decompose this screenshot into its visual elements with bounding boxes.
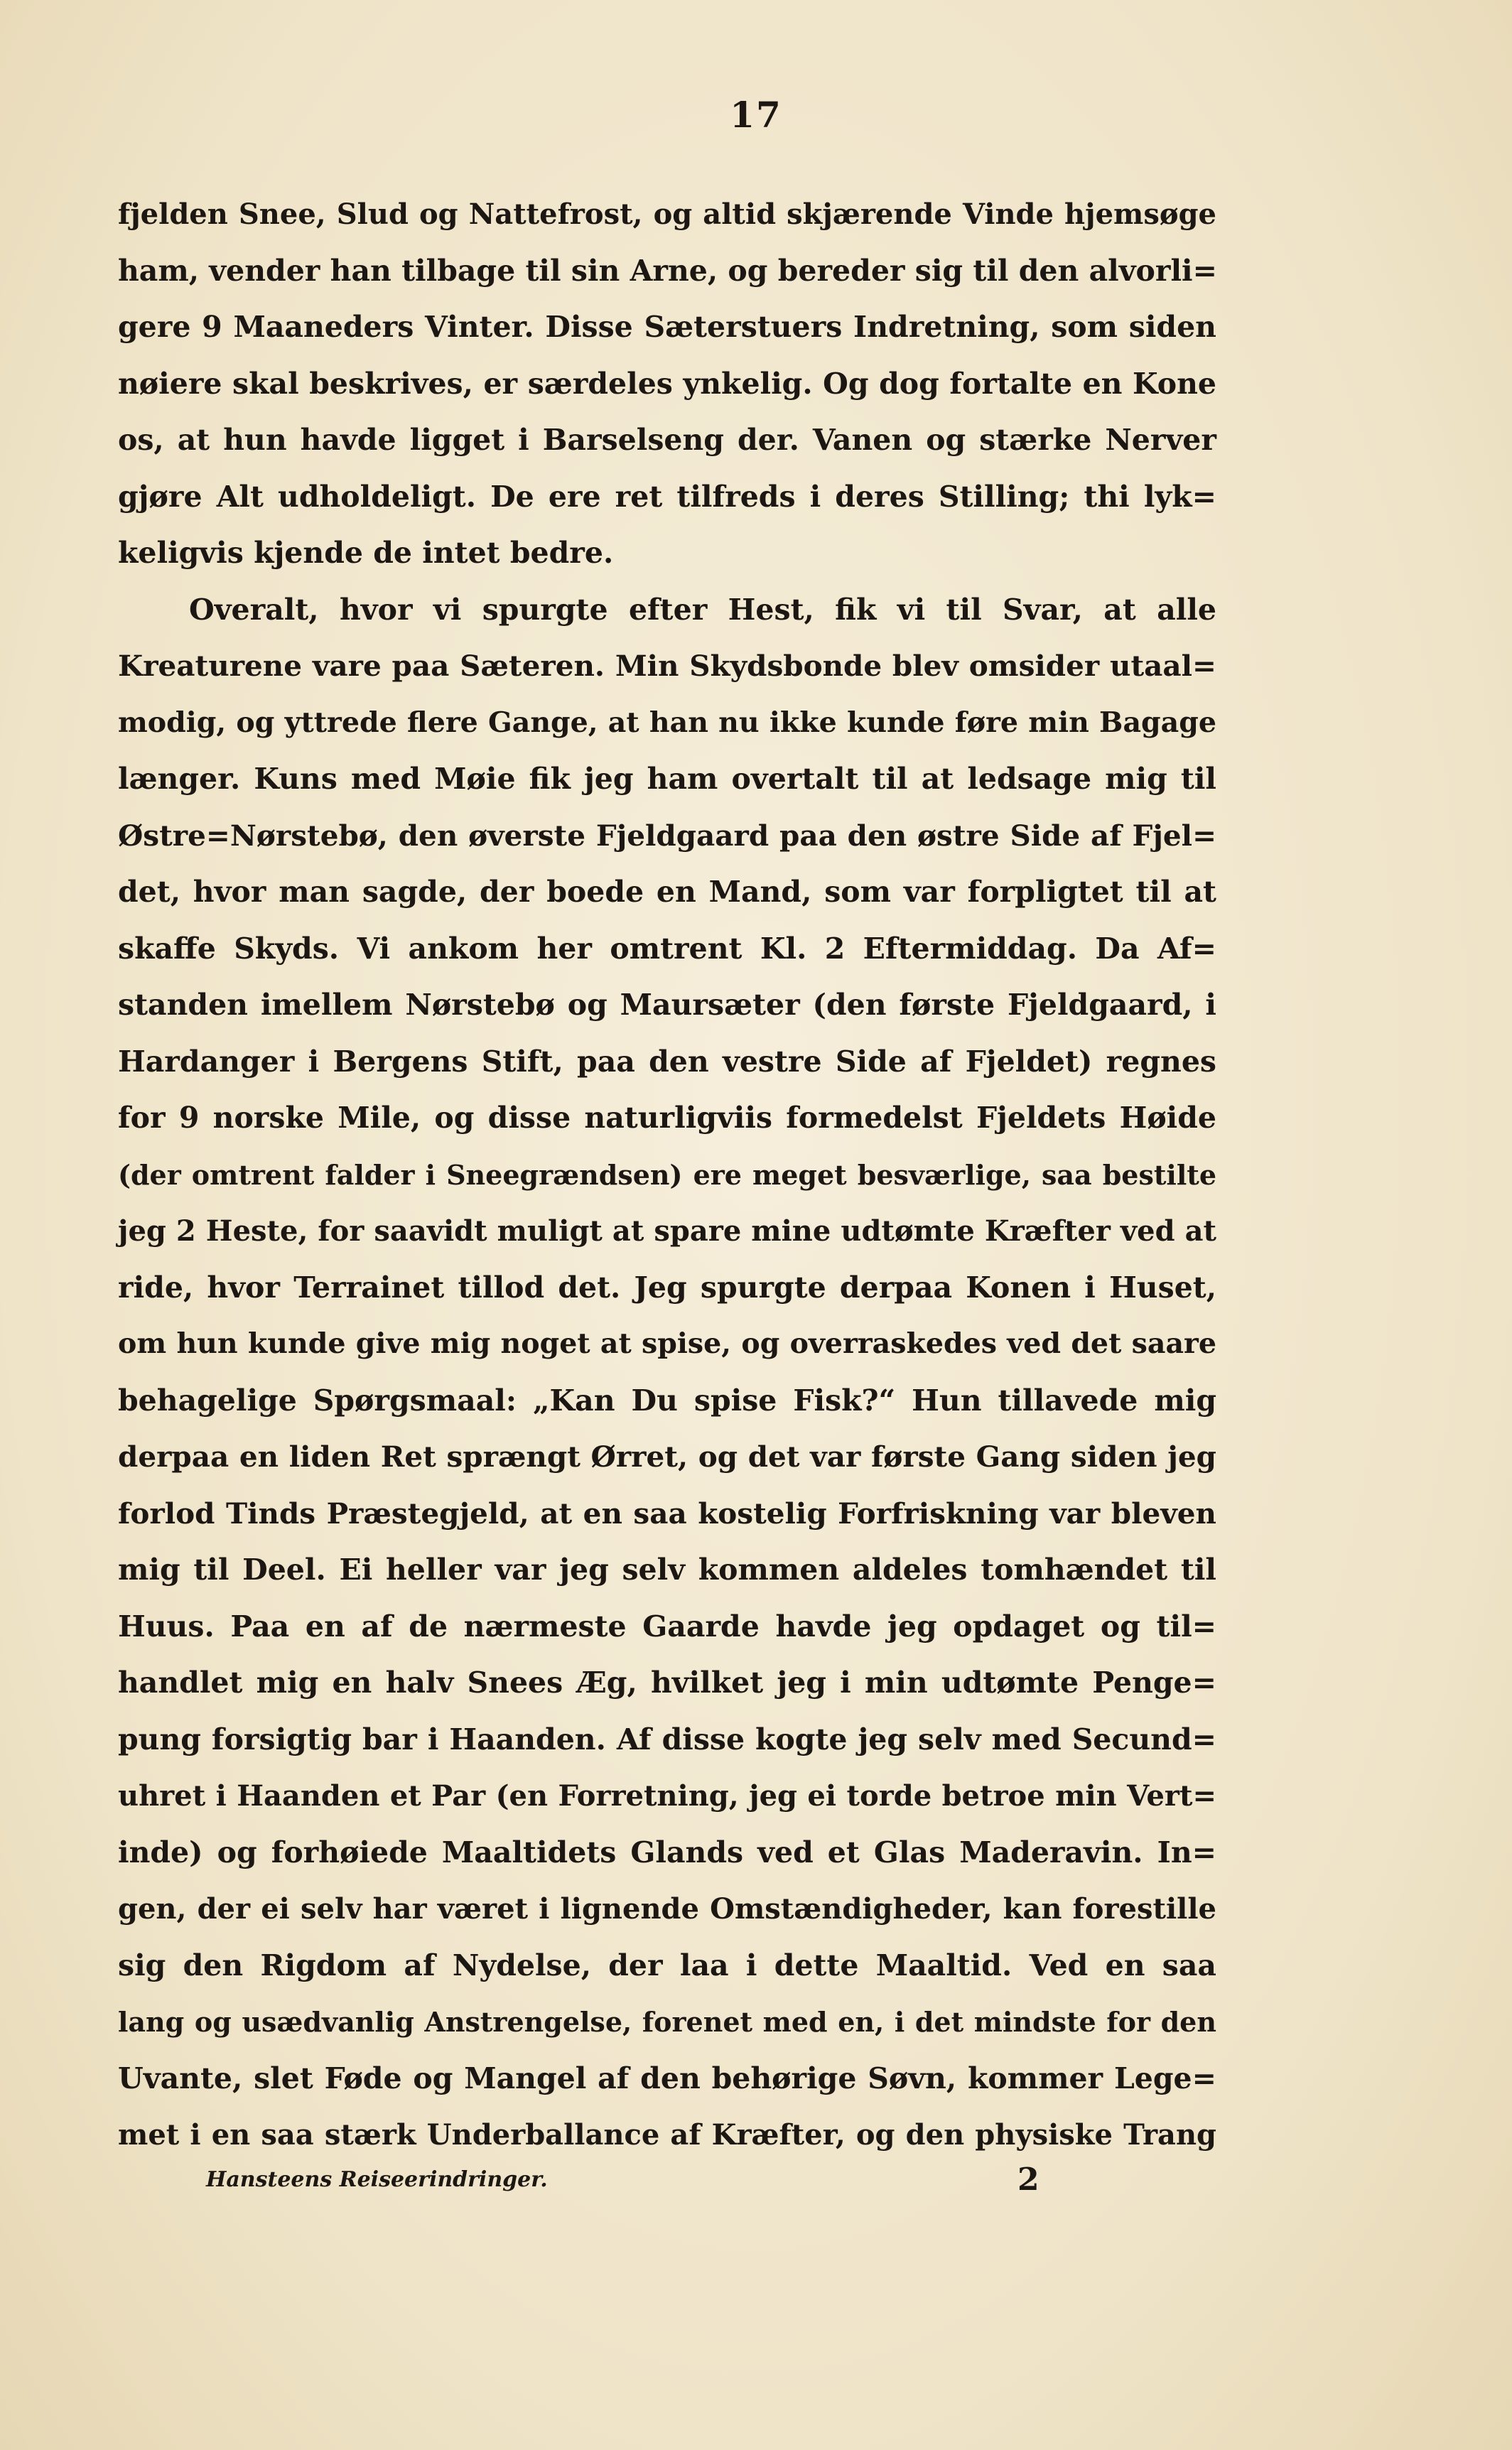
text-line: gere 9 Maaneders Vinter. Disse Sæterstuers Indretning, som siden	[118, 310, 1216, 344]
text-line: Uvante, slet Føde og Mangel af den behørige Søvn, kommer Lege=	[118, 2061, 1216, 2095]
text-line: ham, vender han tilbage til sin Arne, og bereder sig til den alvorli=	[118, 253, 1217, 288]
text-line: Østre=Nørstebø, den øverste Fjeldgaard paa den østre Side af Fjel=	[118, 818, 1216, 853]
text-line: skaffe Skyds. Vi ankom her omtrent Kl. 2 Eftermiddag. Da Af=	[118, 931, 1216, 966]
text-line: uhret i Haanden et Par (en Forretning, jeg ei torde betroe min Vert=	[118, 1779, 1216, 1813]
text-line: behagelige Spørgsmaal: „Kan Du spise Fisk?“ Hun tillavede mig	[118, 1383, 1216, 1418]
text-line: modig, og yttrede flere Gange, at han nu ikke kunde føre min Bagage	[118, 706, 1216, 739]
paragraph-end-line: keligvis kjende de intet bedre.	[118, 536, 614, 570]
paragraph-start-line: Overalt, hvor vi spurgte efter Hest, fik vi til Svar, at alle	[189, 592, 1216, 627]
text-line: sig den Rigdom af Nydelse, der laa i dette Maaltid. Ved en saa	[118, 1948, 1216, 1982]
text-line: gjøre Alt udholdeligt. De ere ret tilfreds i deres Stilling; thi lyk=	[118, 479, 1216, 514]
text-line: Kreaturene vare paa Sæteren. Min Skydsbonde blev omsider utaal=	[118, 649, 1216, 683]
text-line: om hun kunde give mig noget at spise, og overraskedes ved det saare	[118, 1327, 1216, 1360]
text-line: Huus. Paa en af de nærmeste Gaarde havde jeg opdaget og til=	[118, 1609, 1216, 1644]
text-line: inde) og forhøiede Maaltidets Glands ved et Glas Maderavin. In=	[118, 1835, 1216, 1869]
text-line: Hardanger i Bergens Stift, paa den vestre Side af Fjeldet) regnes	[118, 1044, 1216, 1079]
text-line: mig til Deel. Ei heller var jeg selv kommen aldeles tomhændet til	[118, 1553, 1216, 1587]
text-line: det, hvor man sagde, der boede en Mand, som var forpligtet til at	[118, 875, 1216, 909]
signature-mark: 2	[1017, 2162, 1040, 2198]
text-line: forlod Tinds Præstegjeld, at en saa kostelig Forfriskning var bleven	[118, 1496, 1216, 1531]
text-line: længer. Kuns med Møie fik jeg ham overtalt til at ledsage mig til	[118, 762, 1216, 796]
text-line: lang og usædvanlig Anstrengelse, forenet med en, i det mindste for den	[118, 2006, 1216, 2038]
body-text	[118, 186, 1216, 2164]
text-line: ride, hvor Terrainet tillod det. Jeg spurgte derpaa Konen i Huset,	[118, 1270, 1216, 1305]
text-line: jeg 2 Heste, for saavidt muligt at spare mine udtømte Kræfter ved at	[118, 1214, 1216, 1248]
text-line: nøiere skal beskrives, er særdeles ynkelig. Og dog fortalte en Kone	[118, 366, 1216, 401]
text-line: (der omtrent falder i Sneegrændsen) ere meget besværlige, saa bestilte	[118, 1158, 1216, 1191]
running-title: Hansteens Reiseerindringer.	[206, 2167, 548, 2192]
text-line: pung forsigtig bar i Haanden. Af disse kogte jeg selv med Secund=	[118, 1722, 1216, 1756]
text-line: standen imellem Nørstebø og Maursæter (den første Fjeldgaard, i	[118, 988, 1216, 1022]
text-line: gen, der ei selv har været i lignende Omstændigheder, kan forestille	[118, 1892, 1216, 1926]
text-line: met i en saa stærk Underballance af Kræfter, og den physiske Trang	[118, 2118, 1216, 2152]
text-line: os, at hun havde ligget i Barselseng der. Vanen og stærke Nerver	[118, 423, 1216, 457]
text-line: for 9 norske Mile, og disse naturligviis formedelst Fjeldets Høide	[118, 1101, 1216, 1135]
text-line: handlet mig en halv Snees Æg, hvilket jeg i min udtømte Penge=	[118, 1666, 1216, 1700]
text-line: fjelden Snee, Slud og Nattefrost, og altid skjærende Vinde hjemsøge	[118, 198, 1216, 231]
page-number: 17	[730, 94, 782, 136]
text-line: derpaa en liden Ret sprængt Ørret, og det var første Gang siden jeg	[118, 1440, 1216, 1474]
